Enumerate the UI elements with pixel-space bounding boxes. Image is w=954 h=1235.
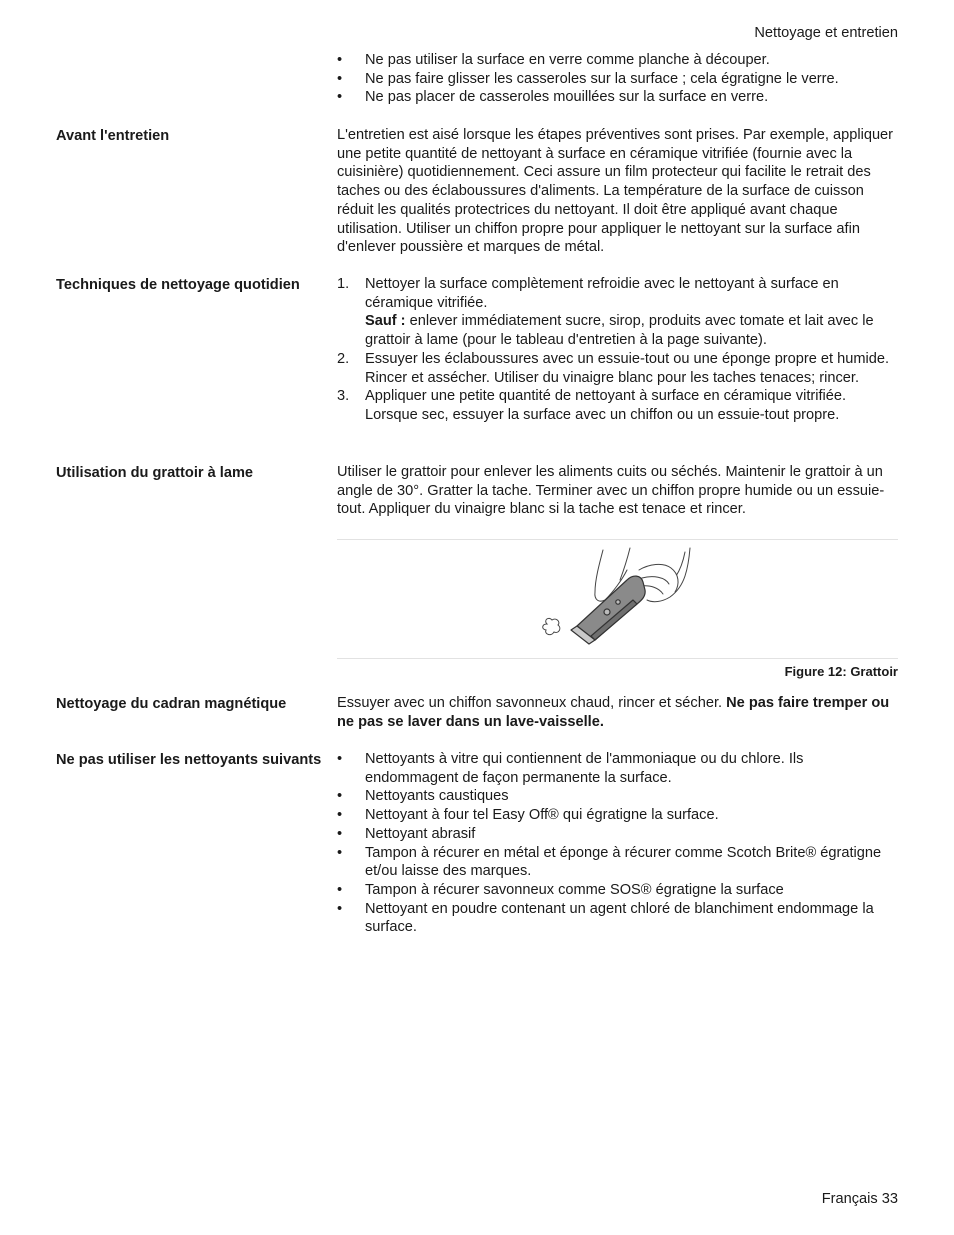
section-body-ne-pas [337,750,898,937]
step-number: 1. [337,276,350,292]
list-item: • Ne pas faire glisser les casseroles sur la surface ; cela égratigne le verre. [337,70,898,89]
list-item: • Tampon à récurer en métal et éponge à récurer comme Scotch Brite® égratigne et/ou laisse des marques. [337,844,898,881]
step-text: Essuyer les éclaboussures avec un essuie-tout ou une éponge propre et humide. Rincer et assécher. Utiliser du vinaigre blanc pour les taches tenaces; rincer. [365,350,890,386]
paragraph: Utiliser le grattoir pour enlever les aliments cuits ou séchés. Maintenir le grattoir à un angle de 30°. Gratter la tache. Terminer avec un chiffon propre humide ou un essuie-tout. Appliquer du vinaigre blanc si la tache est tenace et rincer. [337,464,885,518]
paragraph-bold: Ne pas faire tremper ou ne pas se laver dans un lave-vaisselle. [337,695,890,730]
step-text: Appliquer une petite quantité de nettoyant à surface en céramique vitrifiée. Lorsque sec, essuyer la surface avec un chiffon ou un essuie-tout propre. [365,388,847,423]
list-item [337,387,898,424]
list-item [337,275,898,350]
list-item: • Nettoyants caustiques [337,787,898,806]
section-body-techniques [337,275,898,425]
list-item [337,350,898,387]
page-number: Français 33 [821,1191,898,1207]
step-number: 3. [337,388,350,405]
section-label-techniques: Techniques de nettoyage quotidien [56,277,300,293]
section-body-grattoir [337,463,898,519]
section-body-avant [337,126,898,257]
list-item: • Nettoyant abrasif [337,825,898,844]
list-item: • Tampon à récurer savonneux comme SOS® égratigne la surface [337,881,898,900]
intro-bullet-list [337,51,898,107]
section-body-cadran [337,694,898,731]
section-label-cadran: Nettoyage du cadran magnétique [56,696,287,712]
list-item: • Nettoyant en poudre contenant un agent chloré de blanchiment endommage la surface. [337,900,898,937]
paragraph-text: Essuyer avec un chiffon savonneux chaud, rincer et sécher. [337,695,727,711]
step-number: 2. [337,350,350,367]
section-label-avant: Avant l'entretien [56,128,170,144]
step-note-bold: Sauf : [365,313,406,330]
page-header: Nettoyage et entretien [754,25,898,41]
section-label-ne-pas: Ne pas utiliser les nettoyants suivants [56,752,322,768]
list-item: • Ne pas placer de casseroles mouillées sur la surface en verre. [337,88,898,107]
list-item: • Nettoyant à four tel Easy Off® qui égratigne la surface. [337,806,898,825]
scraper-illustration [337,540,898,658]
section-label-grattoir: Utilisation du grattoir à lame [56,465,254,481]
figure-frame [337,539,898,659]
list-item: • Nettoyants à vitre qui contiennent de l'ammoniaque ou du chlore. Ils endommagent de façon permanente la surface. [337,750,898,787]
step-text: Nettoyer la surface complètement refroidie avec le nettoyant à surface en céramique vitrifiée. [365,276,839,311]
step-note: enlever immédiatement sucre, sirop, produits avec tomate et lait avec le grattoir à lame (pour le tableau d'entretien à la page suivante). [365,313,874,349]
paragraph: L'entretien est aisé lorsque les étapes préventives sont prises. Par exemple, appliquer une petite quantité de nettoyant à surface en céramique vitrifiée (fournie avec la cuisinière) quotidiennement. Ceci assure un film protecteur qui facilite le retrait des taches ou des éclaboussures d'aliments. La température de la surface de cuisson réduit les qualités protectrices du nettoyant. Il doit être appliqué avant chaque utilisation. Utiliser un chiffon propre pour appliquer le nettoyant sur la surface afin d'enlever poussière et marques de métal. [337,127,894,256]
paragraph [337,694,898,731]
figure-caption: Figure 12: Grattoir [784,664,898,679]
list-item: • Ne pas utiliser la surface en verre comme planche à découper. [337,51,898,70]
